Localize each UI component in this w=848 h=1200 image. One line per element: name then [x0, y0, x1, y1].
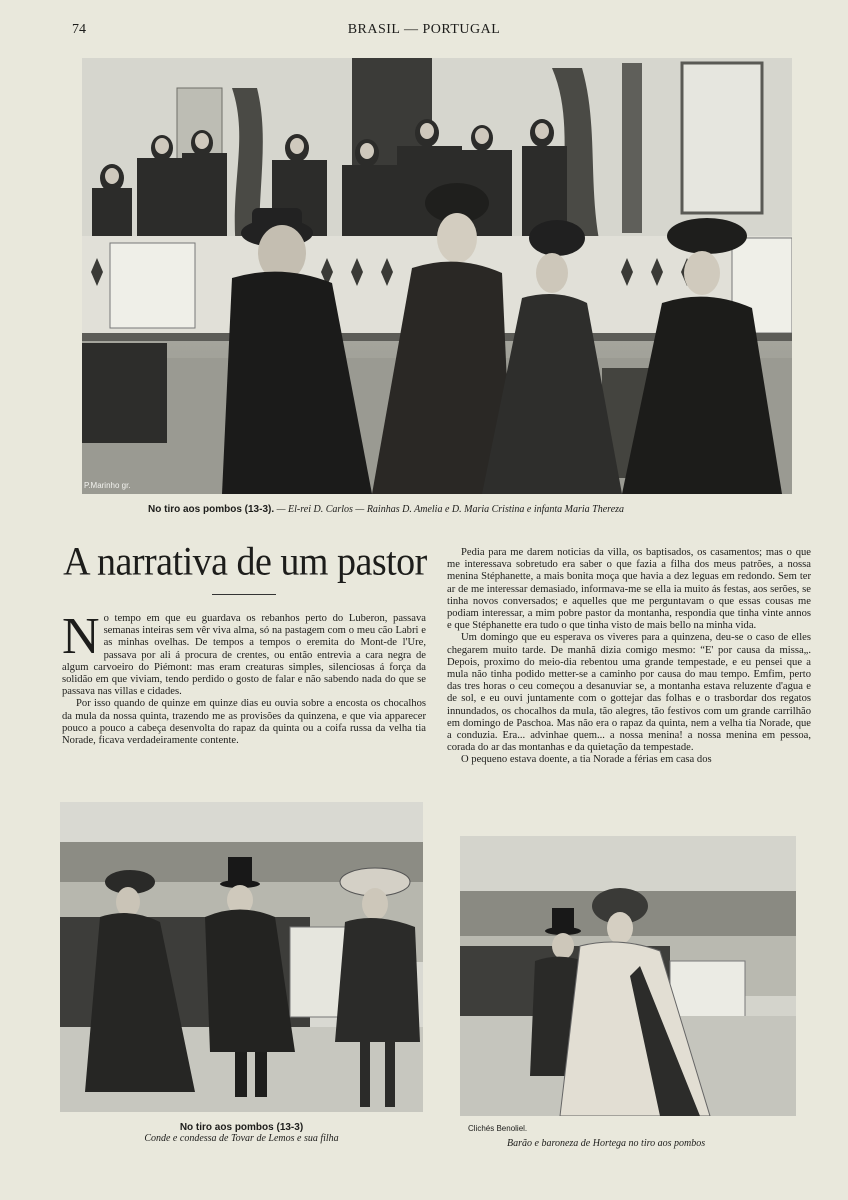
- baron-couple-photo: [460, 836, 796, 1116]
- paragraph-4: Um domingo que eu esperava os viveres para a quinzena, deu-se o caso de elles chegarem muito tarde. De manhã dizia comigo mesmo: “E' por causa da missa„. Depois, proximo do meio-dia rebentou uma grande tempestade, e eu pensei que a mula não tinha podido metter-se a caminho por causa do mau tempo. Emfim, perto das tres horas o ceu começou a desanuviar se, a montanha estava reluzente d'agua e de sol, e eu ouvi juntamente com o gottejar das folhas e o trasbordar dos regatos innundados, os chocalhos da mula, tão alegres, tão festivos com um grande carrilhão em domingo de Paschoa. Mas não era o rapaz da quinta, nem a velha tia Norade, que a conduzia. Era... advinhae quem... a nossa menina! a nossa menina em pessoa, corada do ar das montanhas e da quietação da tempestade.: [447, 632, 811, 754]
- paragraph-2: Por isso quando de quinze em quinze dias eu ouvia sobre a encosta os chocalhos da mula da nossa quinta, trazendo me as provisões da quinzena, e que via apparecer pouco a pouco a cabeça desenvolta do rapaz da quinta ou a coifa russa da velha tia Norade, ficava verdadeiramente contente.: [62, 698, 426, 747]
- running-title: BRASIL — PORTUGAL: [347, 22, 501, 37]
- bottom-left-caption: [60, 1122, 423, 1144]
- paragraph-3: Pedia para me darem noticias da villa, os baptisados, os casamentos; mas o que me interessava sobretudo era saber o que fazia a filha dos meus patrões, a nossa menina Stéphanette, a mais bonita moça que havia a dez leguas em redondo. Sem ter ar de me interessar demasiado, informava-me se ella ia muito ás festas, aos serões, se tinha novos conversados; e aquelles que me perguntavam o que essas cousas me podiam interessar, a mim pobre pastor da montanha, respondia que tinha vinte annos e que Stéphanette era tudo o que tinha visto de mais bello na minha vida.: [447, 547, 811, 632]
- top-photo-caption: [148, 504, 624, 515]
- engraver-signature: P.Marinho gr.: [84, 481, 131, 490]
- article-column-left: [62, 608, 426, 747]
- article-title: A narrativa de um pastor: [63, 539, 427, 585]
- top-caption-bold: No tiro aos pombos (13-3).: [148, 504, 275, 515]
- royal-group-photo: [82, 58, 792, 494]
- photo-credit: Clichés Benoliel.: [468, 1124, 528, 1133]
- bottom-left-caption-bold: No tiro aos pombos (13-3): [179, 1122, 304, 1133]
- top-caption-italic: — El-rei D. Carlos — Rainhas D. Amelia e D. Maria Cristina e infanta Maria Thereza: [274, 504, 625, 515]
- article-column-right: [447, 547, 811, 767]
- page-number: 74: [72, 22, 86, 37]
- paragraph-1-text: o tempo em que eu guardava os rebanhos perto do Luberon, passava semanas inteiras sem vêr viva alma, só na pastagem com o meu cão Labri e as minhas ovelhas. De tempos a tempos o eremita do Mont-de l'Ure, passava por ali á procura de crentes, ou então entrevia a cara negra de algum carvoeiro do Piémont: mas eram creaturas simples, silenciosas á força da solidão em que viviam, tendo perdido o gosto de falar e não sabendo nada do que se passava nas villas e cidades.: [62, 613, 426, 698]
- drop-cap: N: [62, 608, 100, 665]
- bottom-right-caption: Barão e baroneza de Hortega no tiro aos pombos: [507, 1138, 706, 1149]
- title-divider: [212, 594, 276, 595]
- paragraph-1: [62, 608, 426, 698]
- bottom-left-caption-italic: Conde e condessa de Tovar de Lemos e sua filha: [144, 1133, 339, 1144]
- paragraph-5: O pequeno estava doente, a tia Norade a férias em casa dos: [461, 754, 712, 766]
- count-family-photo: [60, 802, 423, 1112]
